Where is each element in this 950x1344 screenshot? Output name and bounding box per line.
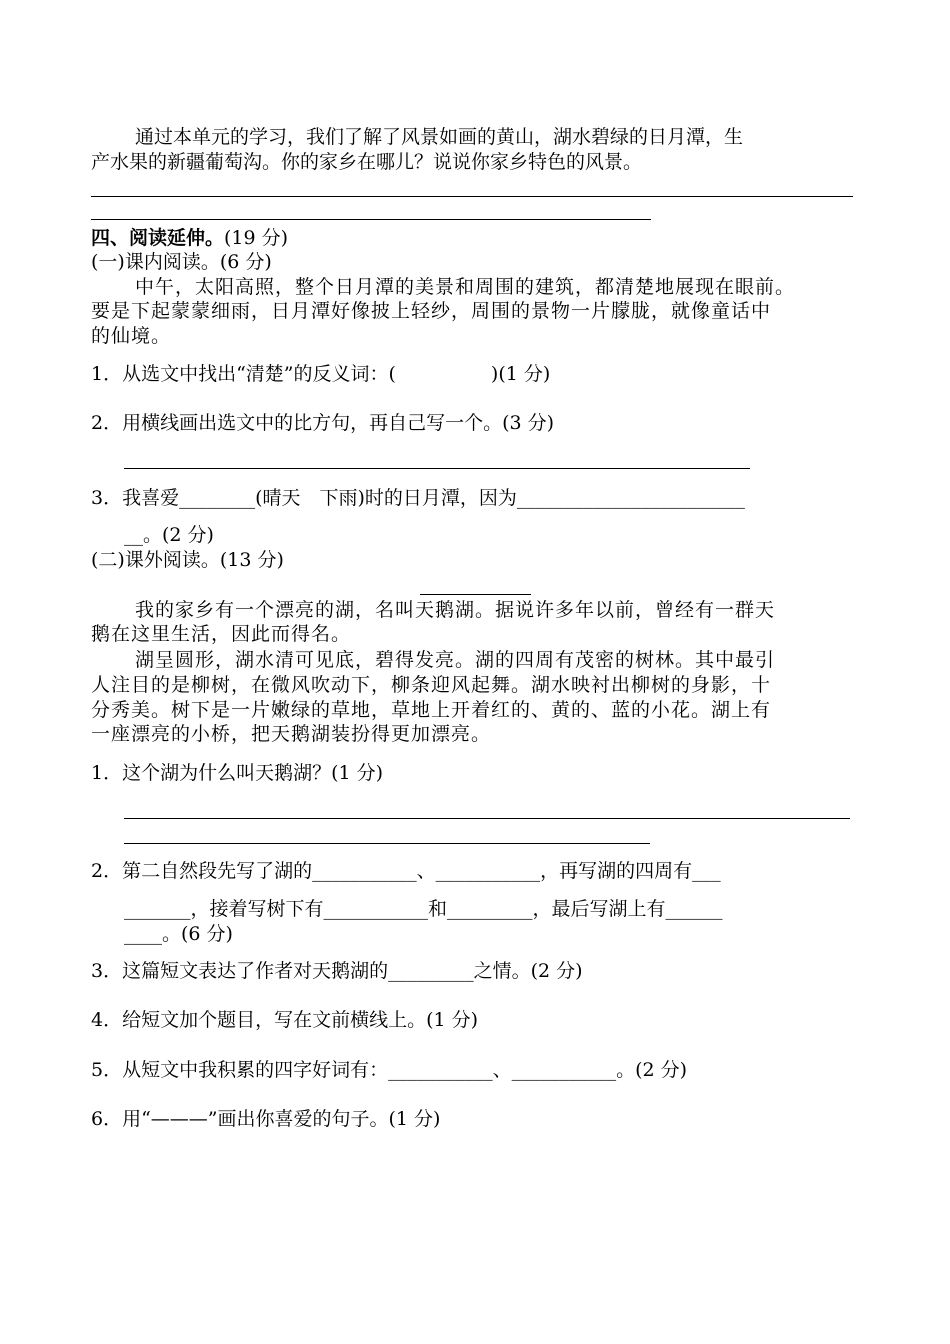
answer-line[interactable]: [124, 818, 850, 819]
part2-title: (二)课外阅读。(13 分): [91, 549, 284, 571]
answer-line[interactable]: [91, 219, 651, 220]
part1-passage-line: 要是下起蒙蒙细雨，日月潭好像披上轻纱，周围的景物一片朦胧，就像童话中: [91, 300, 772, 322]
answer-line[interactable]: [91, 196, 853, 197]
title-blank-line[interactable]: [420, 594, 531, 595]
part1-title: (一)课内阅读。(6 分): [91, 251, 272, 273]
part2-passage-line: 分秀美。树下是一片嫩绿的草地，草地上开着红的、黄的、蓝的小花。湖上有: [91, 699, 772, 721]
part2-question-2-cont: _______，接着写树下有___________和_________，最后写湖上有______: [124, 898, 723, 920]
intro-line-1: 通过本单元的学习，我们了解了风景如画的黄山，湖水碧绿的日月潭，生: [135, 126, 744, 148]
part2-question-5: 5．从短文中我积累的四字好词有：___________、___________。(2 分): [91, 1059, 688, 1081]
part2-passage-line: 湖呈圆形，湖水清可见底，碧得发亮。湖的四周有茂密的树林。其中最引: [135, 649, 776, 671]
part2-question-2-cont: ____。(6 分): [124, 923, 233, 945]
part2-passage-line: 我的家乡有一个漂亮的湖，名叫天鹅湖。据说许多年以前，曾经有一群天: [135, 599, 776, 621]
part1-question-3: 3．我喜爱________(晴天 下雨)时的日月潭，因为________________________: [91, 487, 745, 509]
part2-passage-line: 一座漂亮的小桥，把天鹅湖装扮得更加漂亮。: [91, 723, 492, 745]
intro-line-2: 产水果的新疆葡萄沟。你的家乡在哪儿？说说你家乡特色的风景。: [91, 151, 643, 173]
answer-line[interactable]: [124, 843, 650, 844]
part2-passage-line: 人注目的是柳树，在微风吹动下，柳条迎风起舞。湖水映衬出柳树的身影，十: [91, 674, 772, 696]
part2-question-4: 4．给短文加个题目，写在文前横线上。(1 分): [91, 1009, 479, 1031]
section-heading-score: (19 分): [224, 227, 289, 249]
section-heading: [91, 226, 288, 250]
part2-passage-line: 鹅在这里生活，因此而得名。: [91, 623, 352, 645]
part1-question-3-cont: __。(2 分): [124, 524, 214, 546]
section-heading-title: 四、阅读延伸。: [91, 227, 225, 249]
answer-line[interactable]: [124, 468, 750, 469]
part2-question-2: 2．第二自然段先写了湖的___________、___________，再写湖的四周有___: [91, 860, 721, 882]
part1-passage-line: 的仙境。: [91, 325, 172, 347]
part1-question-2: 2．用横线画出选文中的比方句，再自己写一个。(3 分): [91, 412, 555, 434]
part1-question-1: 1．从选文中找出“清楚”的反义词：( )(1 分): [91, 363, 551, 385]
part1-passage-line: 中午，太阳高照，整个日月潭的美景和周围的建筑，都清楚地展现在眼前。: [135, 276, 796, 298]
part2-question-6: 6．用“———”画出你喜爱的句子。(1 分): [91, 1108, 441, 1130]
part2-question-1: 1．这个湖为什么叫天鹅湖？(1 分): [91, 762, 384, 784]
part2-question-3: 3．这篇短文表达了作者对天鹅湖的_________之情。(2 分): [91, 960, 583, 982]
